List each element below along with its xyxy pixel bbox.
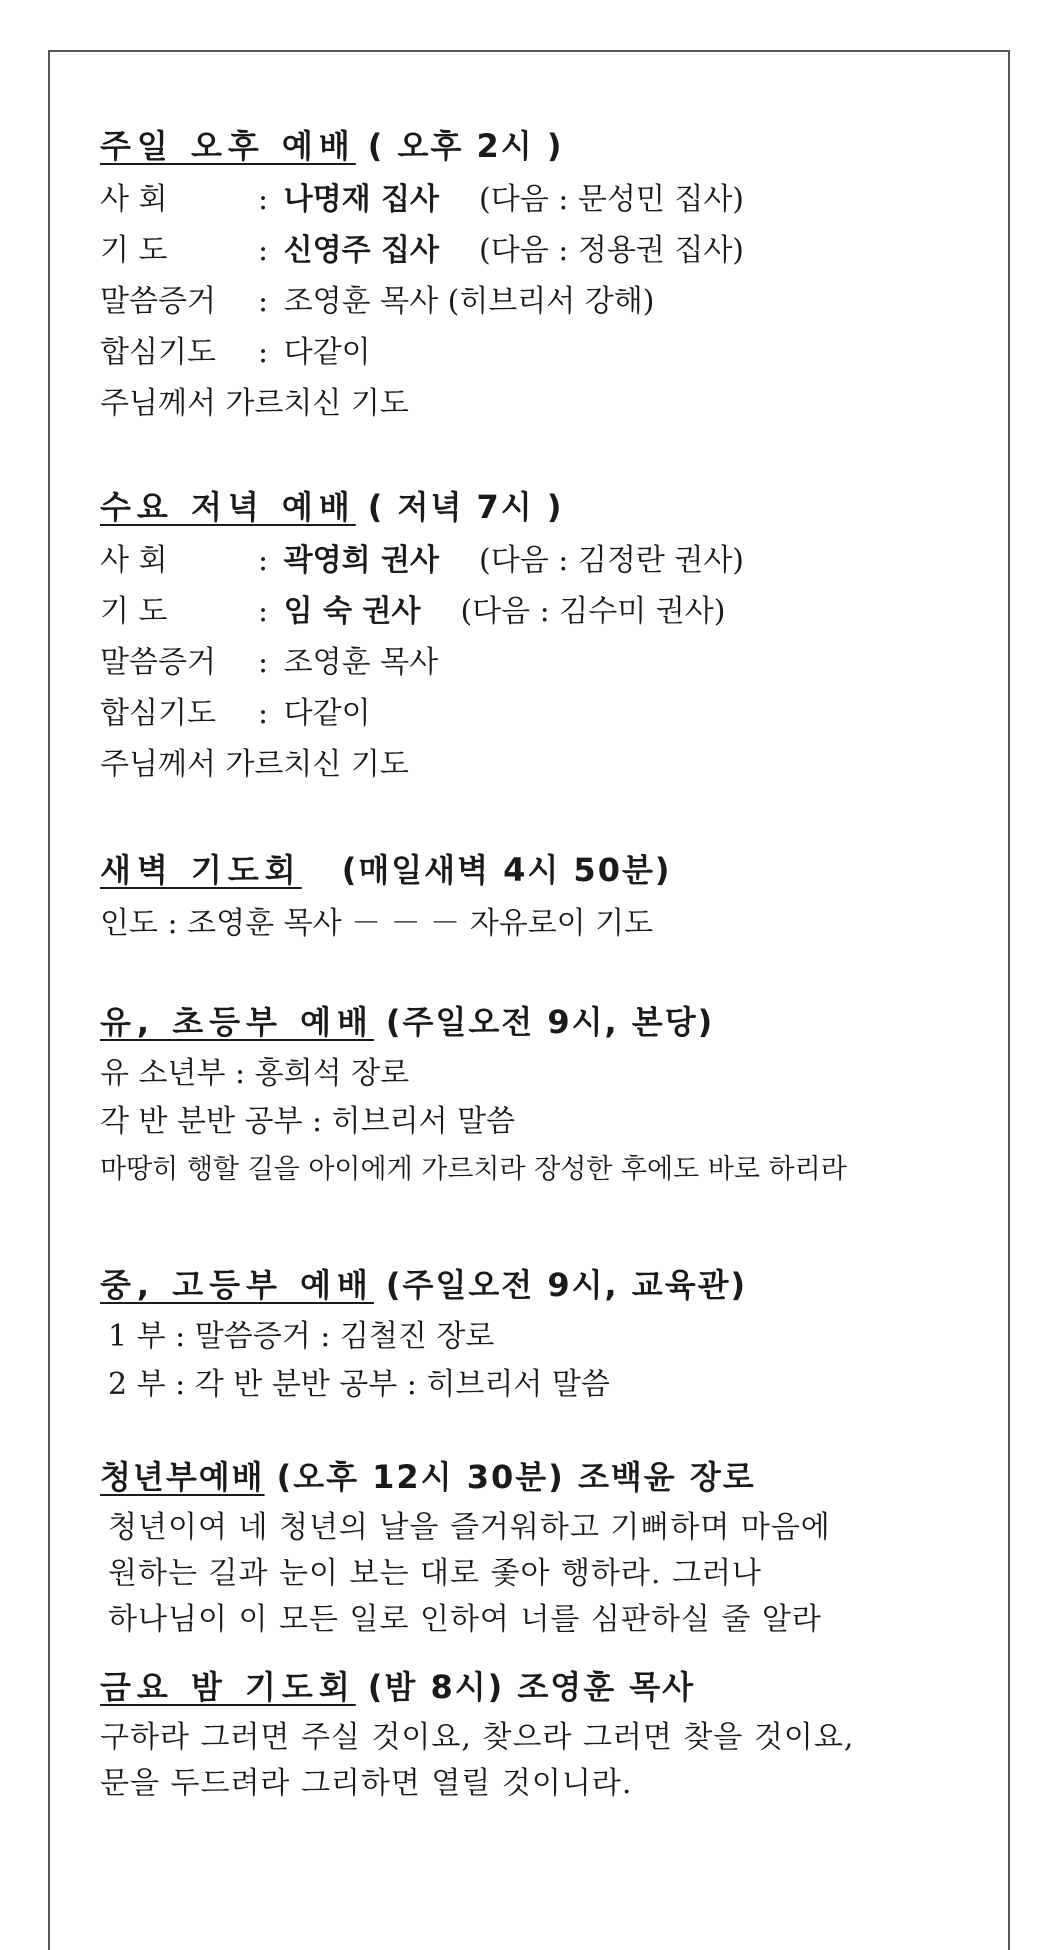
section-title: 청년부예배	[100, 1458, 265, 1496]
prayer-line: 기 도 : 임 숙 권사 (다음 : 김수미 권사)	[100, 586, 980, 637]
host-line: 사 회 : 나명재 집사 (다음 : 문성민 집사)	[100, 174, 980, 225]
youth-section	[100, 1263, 980, 1409]
role-label: 기 도	[100, 233, 168, 268]
sermon-name: 조영훈 목사	[283, 645, 439, 680]
youth-part2-line: 2 부 : 각 반 분반 공부 : 히브리서 말씀	[108, 1367, 610, 1402]
dawn-prayer-line: 인도 : 조영훈 목사 － － － 자유로이 기도	[100, 906, 654, 941]
joint-prayer-value: 다같이	[283, 335, 371, 370]
section-title: 주일 오후 예배	[100, 127, 356, 165]
prayer-next: (다음 : 김수미 권사)	[460, 594, 726, 629]
section-title: 중, 고등부 예배	[100, 1266, 374, 1304]
sunday-afternoon-section	[100, 124, 980, 429]
section-title: 새벽 기도회	[100, 851, 302, 889]
section-title: 수요 저녁 예배	[100, 488, 356, 526]
section-time: (주일오전 9시, 교육관)	[385, 1266, 748, 1304]
prayer-line: 기 도 : 신영주 집사 (다음 : 정용권 집사)	[100, 225, 980, 276]
section-time: (매일새벽 4시 50분)	[341, 851, 672, 889]
young-adult-verse-1: 청년이여 네 청년의 날을 즐거워하고 기뻐하며 마음에	[108, 1510, 831, 1545]
kids-section	[100, 1000, 980, 1194]
dawn-prayer-section	[100, 848, 980, 949]
role-label: 사 회	[100, 182, 168, 217]
kids-leader-line: 유 소년부 : 홍희석 장로	[100, 1056, 410, 1091]
joint-prayer-line: 합심기도 : 다같이	[100, 327, 980, 378]
sermon-name: 조영훈 목사 (히브리서 강해)	[283, 284, 655, 319]
section-title: 금요 밤 기도회	[100, 1668, 356, 1706]
role-label: 사 회	[100, 543, 168, 578]
prayer-name: 신영주 집사	[283, 233, 440, 268]
friday-verse-1: 구하라 그러면 주실 것이요, 찾으라 그러면 찾을 것이요,	[100, 1720, 855, 1755]
young-adult-verse-2: 원하는 길과 눈이 보는 대로 좇아 행하라. 그러나	[108, 1556, 762, 1591]
wednesday-evening-heading	[100, 485, 980, 529]
closing-line: 주님께서 가르치신 기도	[100, 386, 409, 421]
role-label: 합심기도	[100, 335, 216, 370]
host-line: 사 회 : 곽영희 권사 (다음 : 김정란 권사)	[100, 535, 980, 586]
role-label: 합심기도	[100, 696, 216, 731]
young-adult-heading	[100, 1455, 980, 1499]
wednesday-evening-section	[100, 485, 980, 790]
host-name: 나명재 집사	[283, 182, 440, 217]
host-next: (다음 : 김정란 권사)	[479, 543, 744, 578]
sermon-line: 말씀증거 : 조영훈 목사	[100, 637, 980, 688]
closing-line: 주님께서 가르치신 기도	[100, 747, 409, 782]
kids-verse-line: 마땅히 행할 길을 아이에게 가르치라 장성한 후에도 바로 하리라	[100, 1154, 847, 1185]
section-time: ( 오후 2시 )	[367, 127, 564, 165]
young-adult-verse-3: 하나님이 이 모든 일로 인하여 너를 심판하실 줄 알라	[108, 1602, 822, 1637]
role-label: 말씀증거	[100, 645, 216, 680]
young-adult-section	[100, 1455, 980, 1643]
role-label: 말씀증거	[100, 284, 216, 319]
kids-study-line: 각 반 분반 공부 : 히브리서 말씀	[100, 1104, 516, 1139]
friday-verse-2: 문을 두드려라 그리하면 열릴 것이니라.	[100, 1766, 633, 1801]
host-name: 곽영희 권사	[283, 543, 440, 578]
youth-heading	[100, 1263, 980, 1307]
kids-heading	[100, 1000, 980, 1044]
section-time: (밤 8시) 조영훈 목사	[367, 1668, 696, 1706]
joint-prayer-line: 합심기도 : 다같이	[100, 688, 980, 739]
youth-part1-line: 1 부 : 말씀증거 : 김철진 장로	[108, 1319, 495, 1354]
prayer-next: (다음 : 정용권 집사)	[479, 233, 744, 268]
role-label: 기 도	[100, 594, 168, 629]
section-time: ( 저녁 7시 )	[367, 488, 564, 526]
section-time: (주일오전 9시, 본당)	[385, 1003, 715, 1041]
host-next: (다음 : 문성민 집사)	[479, 182, 744, 217]
friday-night-heading	[100, 1665, 980, 1709]
dawn-prayer-heading	[100, 848, 980, 892]
prayer-name: 임 숙 권사	[283, 594, 421, 629]
section-title: 유, 초등부 예배	[100, 1003, 374, 1041]
friday-night-section	[100, 1665, 980, 1807]
sunday-afternoon-heading	[100, 124, 980, 168]
section-time: (오후 12시 30분) 조백윤 장로	[276, 1458, 756, 1496]
joint-prayer-value: 다같이	[283, 696, 371, 731]
sermon-line: 말씀증거 : 조영훈 목사 (히브리서 강해)	[100, 276, 980, 327]
